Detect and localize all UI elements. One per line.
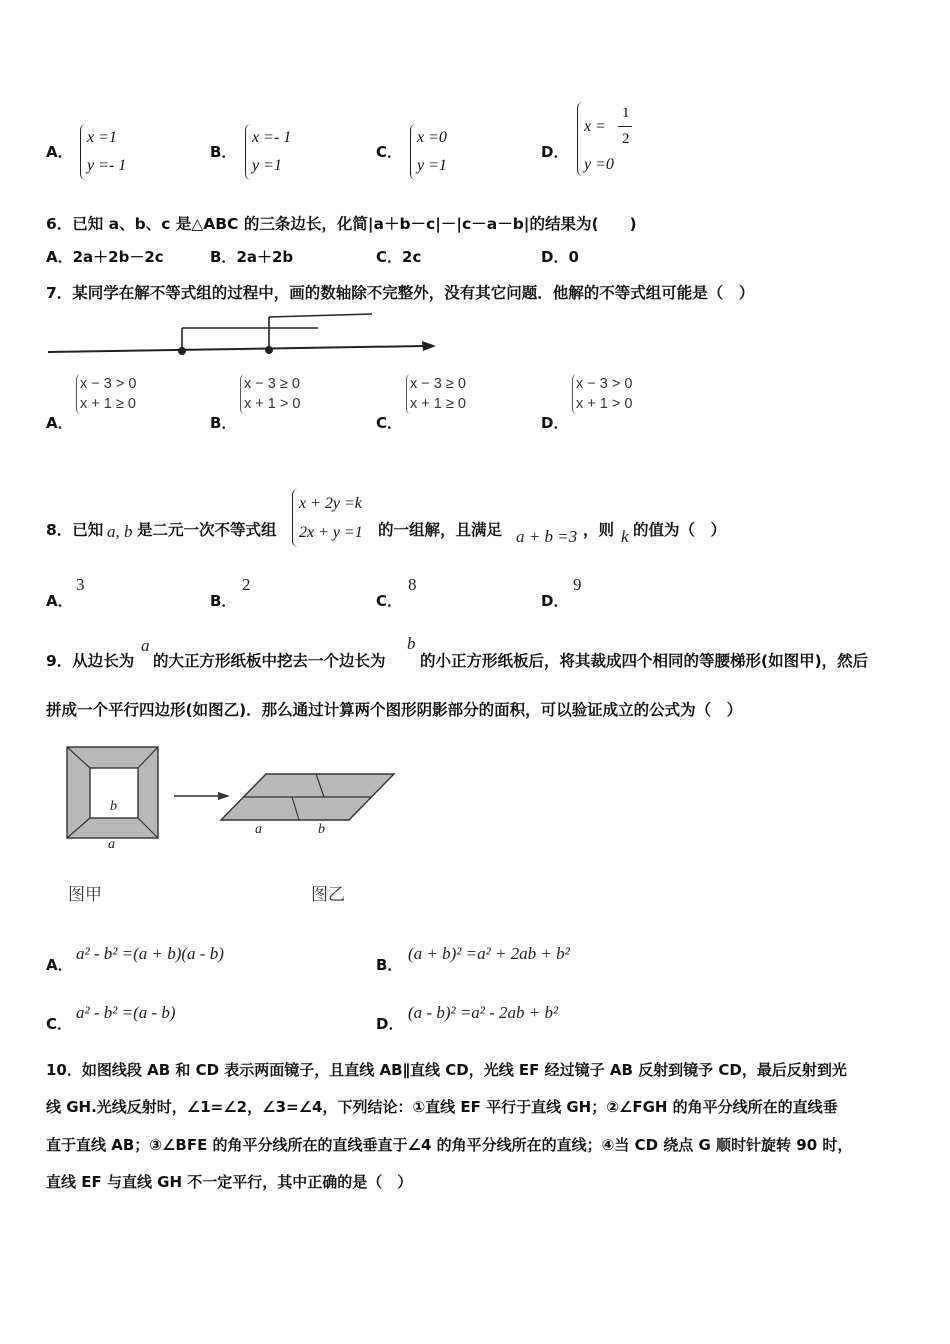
q7-stem: 7．某同学在解不等式组的过程中，画的数轴除不完整外，没有其它问题．他解的不等式组可能是（ ） xyxy=(46,284,755,302)
fig-jia-caption: 图甲 xyxy=(68,885,102,905)
solution-bracket-right-top xyxy=(269,314,372,317)
fig-yi-label-a: a xyxy=(255,822,262,837)
q5-option-a-system: x =1 y =- 1 xyxy=(80,124,126,180)
q9-var-a: a xyxy=(141,636,150,655)
q7-option-d-system: x − 3 > 0 x + 1 > 0 xyxy=(572,374,632,414)
q9-var-b: b xyxy=(407,634,416,653)
arrow-head-icon xyxy=(422,341,436,351)
figure-jia xyxy=(67,747,158,838)
q9-stem-part4: 拼成一个平行四边形(如图乙)．那么通过计算两个图形阴影部分的面积，可以验证成立的公式为（ ） xyxy=(46,701,743,719)
q9-figures xyxy=(60,740,405,910)
fig-yi-caption: 图乙 xyxy=(311,885,345,905)
q8-stem-part2: 是二元一次不等式组 xyxy=(137,521,277,539)
fig-yi-label-b: b xyxy=(318,822,325,837)
number-line-axis xyxy=(48,346,425,352)
q8-option-b-label: B． xyxy=(210,592,237,610)
q8-option-d-value: 9 xyxy=(573,575,582,594)
q6-stem: 6．已知 a、b、c 是△ABC 的三条边长，化简|a＋b－c|－|c－a－b|的结果为( ) xyxy=(46,215,637,233)
q8-condition: a + b =3 xyxy=(516,527,578,546)
q9-stem-part2: 的大正方形纸板中挖去一个边长为 xyxy=(153,652,386,670)
q10-line-2: 线 GH.光线反射时，∠1=∠2，∠3=∠4，下列结论：①直线 EF 平行于直线 GH；②∠FGH 的角平分线所在的直线垂 xyxy=(46,1098,838,1116)
q5-option-c-system: x =0 y =1 xyxy=(410,124,447,180)
q8-option-a-value: 3 xyxy=(76,575,85,594)
q7-option-d-label: D． xyxy=(541,414,569,432)
q8-stem-part3: 的一组解，且满足 xyxy=(378,521,503,539)
q5-option-d-label: D． xyxy=(541,143,569,161)
q8-vars: a, b xyxy=(107,522,133,541)
q9-option-b-label: B． xyxy=(376,956,403,974)
q9-option-a-formula: a² - b² =(a + b)(a - b) xyxy=(76,944,224,963)
q8-option-b-value: 2 xyxy=(242,575,251,594)
q10-line-4: 直线 EF 与直线 GH 不一定平行，其中正确的是（ ） xyxy=(46,1173,413,1191)
q9-option-c-label: C． xyxy=(46,1015,73,1033)
q9-stem-part1: 9．从边长为 xyxy=(46,652,135,670)
q9-option-b-formula: (a + b)² =a² + 2ab + b² xyxy=(408,944,570,963)
solid-point-right xyxy=(265,346,273,354)
q5-option-d-system: x = 1 2 y =0 xyxy=(577,102,614,176)
q7-number-line-figure xyxy=(40,308,450,364)
q8-option-c-label: C． xyxy=(376,592,403,610)
q7-option-a-label: A． xyxy=(46,414,73,432)
q8-stem-part5: 的值为（ ） xyxy=(633,521,727,539)
q9-option-d-formula: (a - b)² =a² - 2ab + b² xyxy=(408,1003,559,1022)
q8-k: k xyxy=(621,527,629,546)
q6-option-d: D．0 xyxy=(541,248,579,266)
q9-stem-part3: 的小正方形纸板后，将其裁成四个相同的等腰梯形(如图甲)，然后 xyxy=(420,652,869,670)
q7-option-b-label: B． xyxy=(210,414,237,432)
q8-stem-part1: 8．已知 xyxy=(46,521,104,539)
q10-line-1: 10．如图线段 AB 和 CD 表示两面镜子，且直线 AB∥直线 CD，光线 EF 经过镜子 AB 反射到镜予 CD，最后反射到光 xyxy=(46,1061,847,1079)
q8-option-c-value: 8 xyxy=(408,575,417,594)
solid-point-left xyxy=(178,347,186,355)
q9-option-c-formula: a² - b² =(a - b) xyxy=(76,1003,176,1022)
fig-jia-label-a: a xyxy=(108,837,115,852)
q5-option-b-label: B． xyxy=(210,143,237,161)
q9-option-a-label: A． xyxy=(46,956,73,974)
q6-option-b: B．2a＋2b xyxy=(210,248,294,266)
q6-option-a: A．2a＋2b－2c xyxy=(46,248,164,266)
fig-jia-label-b: b xyxy=(110,799,117,814)
q9-option-d-label: D． xyxy=(376,1015,404,1033)
arrow-right-icon xyxy=(218,792,230,800)
q10-line-3: 直于直线 AB；③∠BFE 的角平分线所在的直线垂直于∠4 的角平分线所在的直线；④当 CD 绕点 G 顺时针旋转 90 时， xyxy=(46,1136,853,1154)
q7-option-a-system: x − 3 > 0 x + 1 ≥ 0 xyxy=(76,374,136,414)
q7-option-c-system: x − 3 ≥ 0 x + 1 ≥ 0 xyxy=(406,374,466,414)
q8-stem-part4: ，则 xyxy=(583,521,615,539)
q6-option-c: C．2c xyxy=(376,248,422,266)
figure-yi xyxy=(221,774,394,820)
q8-option-d-label: D． xyxy=(541,592,569,610)
q5-option-a-label: A． xyxy=(46,143,73,161)
q8-option-a-label: A． xyxy=(46,592,73,610)
q7-option-c-label: C． xyxy=(376,414,403,432)
q5-option-b-system: x =- 1 y =1 xyxy=(245,124,291,180)
q8-system: x + 2y =k 2x + y =1 xyxy=(292,489,363,547)
q7-option-b-system: x − 3 ≥ 0 x + 1 > 0 xyxy=(240,374,300,414)
q5-option-c-label: C． xyxy=(376,143,403,161)
